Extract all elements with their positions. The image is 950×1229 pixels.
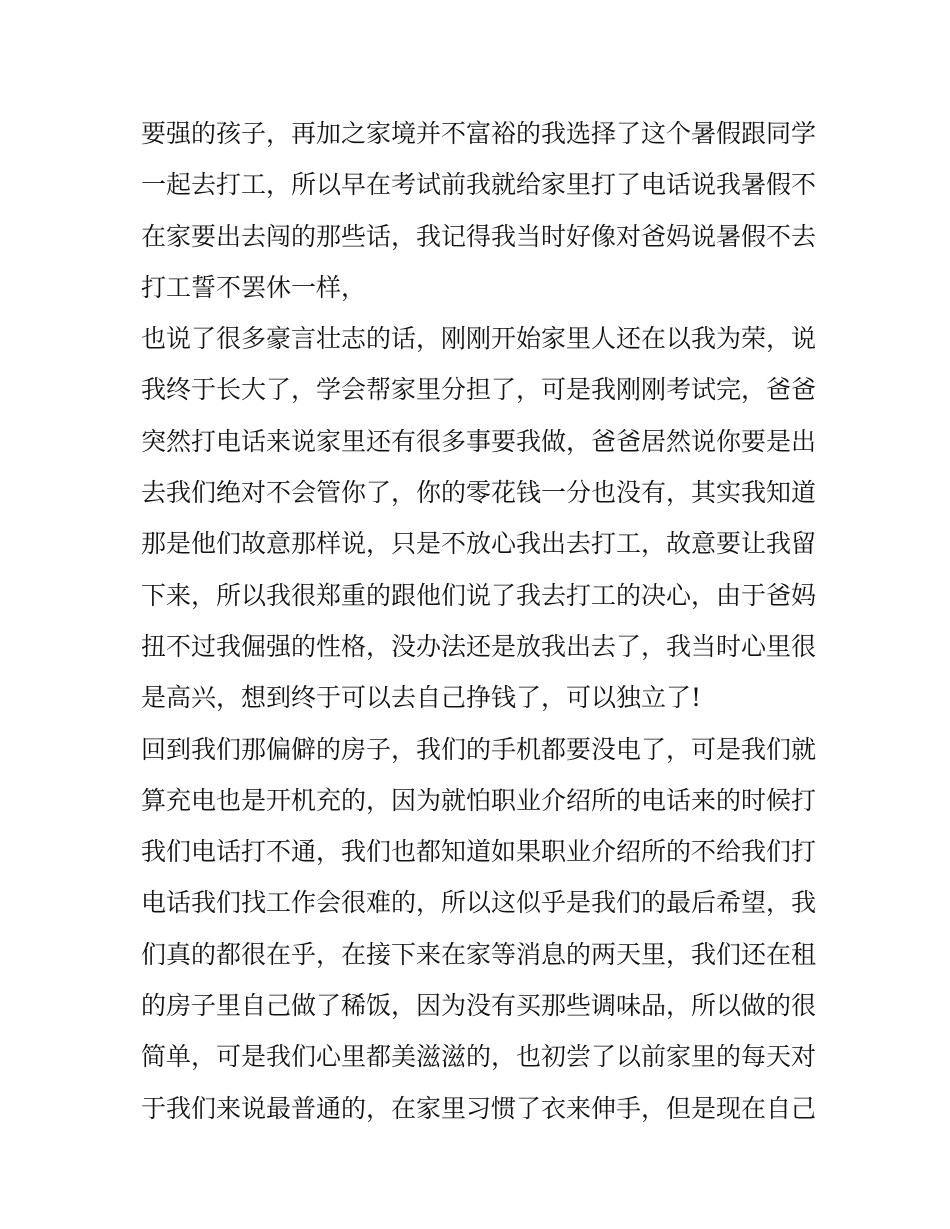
text-line-1: 要强的孩子，再加之家境并不富裕的我选择了这个暑假跟同学: [141, 119, 817, 148]
text-line-5: 也说了很多豪言壮志的话，刚刚开始家里人还在以我为荣，说: [141, 324, 817, 354]
text-line-3: 在家要出去闯的那些话，我记得我当时好像对爸妈说暑假不去: [141, 221, 817, 251]
text-line-12: 是高兴，想到终于可以去自己挣钱了，可以独立了!: [141, 683, 702, 713]
text-line-18: 的房子里自己做了稀饭，因为没有买那些调味品，所以做的很: [141, 991, 817, 1021]
body-text: [141, 108, 821, 1134]
text-line-20: 于我们来说最普通的，在家里习惯了衣来伸手，但是现在自己: [141, 1093, 817, 1123]
text-line-2: 一起去打工，所以早在考试前我就给家里打了电话说我暑假不: [141, 170, 817, 200]
text-line-15: 我们电话打不通，我们也都知道如果职业介绍所的不给我们打: [141, 837, 817, 867]
text-line-11: 扭不过我倔强的性格，没办法还是放我出去了，我当时心里很: [141, 631, 817, 661]
text-line-16: 电话我们找工作会很难的，所以这似乎是我们的最后希望，我: [141, 888, 817, 918]
text-line-4: 打工誓不罢休一样，: [141, 272, 367, 302]
text-line-10: 下来，所以我很郑重的跟他们说了我去打工的决心，由于爸妈: [141, 580, 817, 610]
text-line-9: 那是他们故意那样说，只是不放心我出去打工，故意要让我留: [141, 529, 817, 559]
text-line-6: 我终于长大了，学会帮家里分担了，可是我刚刚考试完，爸爸: [141, 375, 817, 405]
text-line-13: 回到我们那偏僻的房子，我们的手机都要没电了，可是我们就: [141, 734, 817, 764]
text-line-19: 简单，可是我们心里都美滋滋的，也初尝了以前家里的每天对: [141, 1042, 817, 1072]
text-line-14: 算充电也是开机充的，因为就怕职业介绍所的电话来的时候打: [141, 785, 817, 815]
text-line-17: 们真的都很在乎，在接下来在家等消息的两天里，我们还在租: [141, 939, 817, 969]
text-line-7: 突然打电话来说家里还有很多事要我做，爸爸居然说你要是出: [141, 426, 817, 456]
text-line-8: 去我们绝对不会管你了，你的零花钱一分也没有，其实我知道: [141, 478, 817, 508]
